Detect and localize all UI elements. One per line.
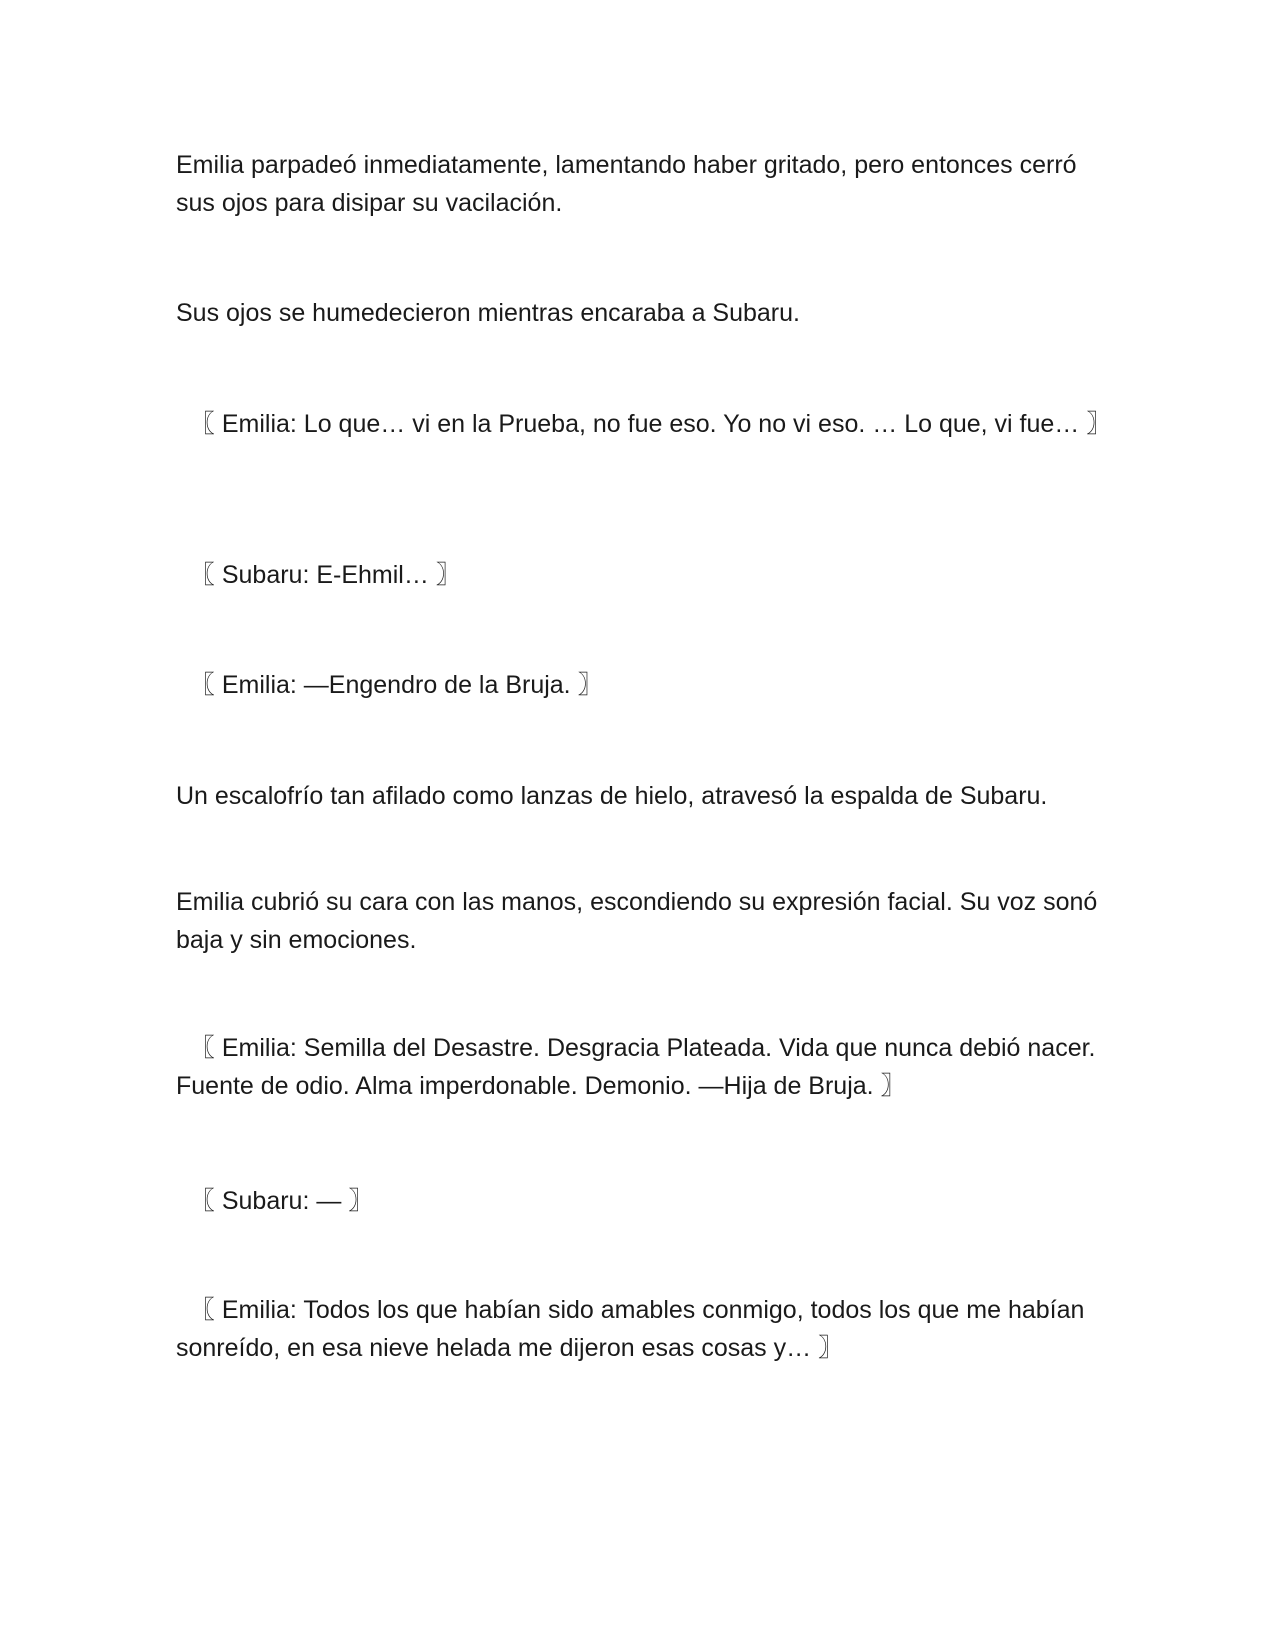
paragraph-3: Un escalofrío tan afilado como lanzas de hielo, atravesó la espalda de Subaru. — [176, 782, 1048, 810]
dialogue-emilia-1: 〖 Emilia: Lo que… vi en la Prueba, no fue eso. Yo no vi eso. … Lo que, vi fue… 〗 — [176, 410, 1112, 438]
paragraph-4: Emilia cubrió su cara con las manos, escondiendo su expresión facial. Su voz sonó baja y sin emociones. — [176, 888, 1098, 954]
dialogue-subaru-2: 〖 Subaru: — 〗 — [176, 1187, 374, 1215]
dialogue-emilia-4: 〖 Emilia: Todos los que habían sido amables conmigo, todos los que me habían sonreído, en esa nieve helada me dijeron esas cosas y… 〗 — [176, 1296, 1085, 1362]
paragraph-1: Emilia parpadeó inmediatamente, lamentando haber gritado, pero entonces cerró sus ojos para disipar su vacilación. — [176, 151, 1077, 217]
dialogue-emilia-2: 〖 Emilia: —Engendro de la Bruja. 〗 — [176, 671, 603, 699]
dialogue-subaru-1: 〖 Subaru: E-Ehmil… 〗 — [176, 561, 461, 589]
dialogue-emilia-3: 〖 Emilia: Semilla del Desastre. Desgracia Plateada. Vida que nunca debió nacer. Fuente de odio. Alma imperdonable. Demonio. —Hija de Bruja. 〗 — [176, 1034, 1096, 1100]
paragraph-2: Sus ojos se humedecieron mientras encaraba a Subaru. — [176, 299, 800, 327]
